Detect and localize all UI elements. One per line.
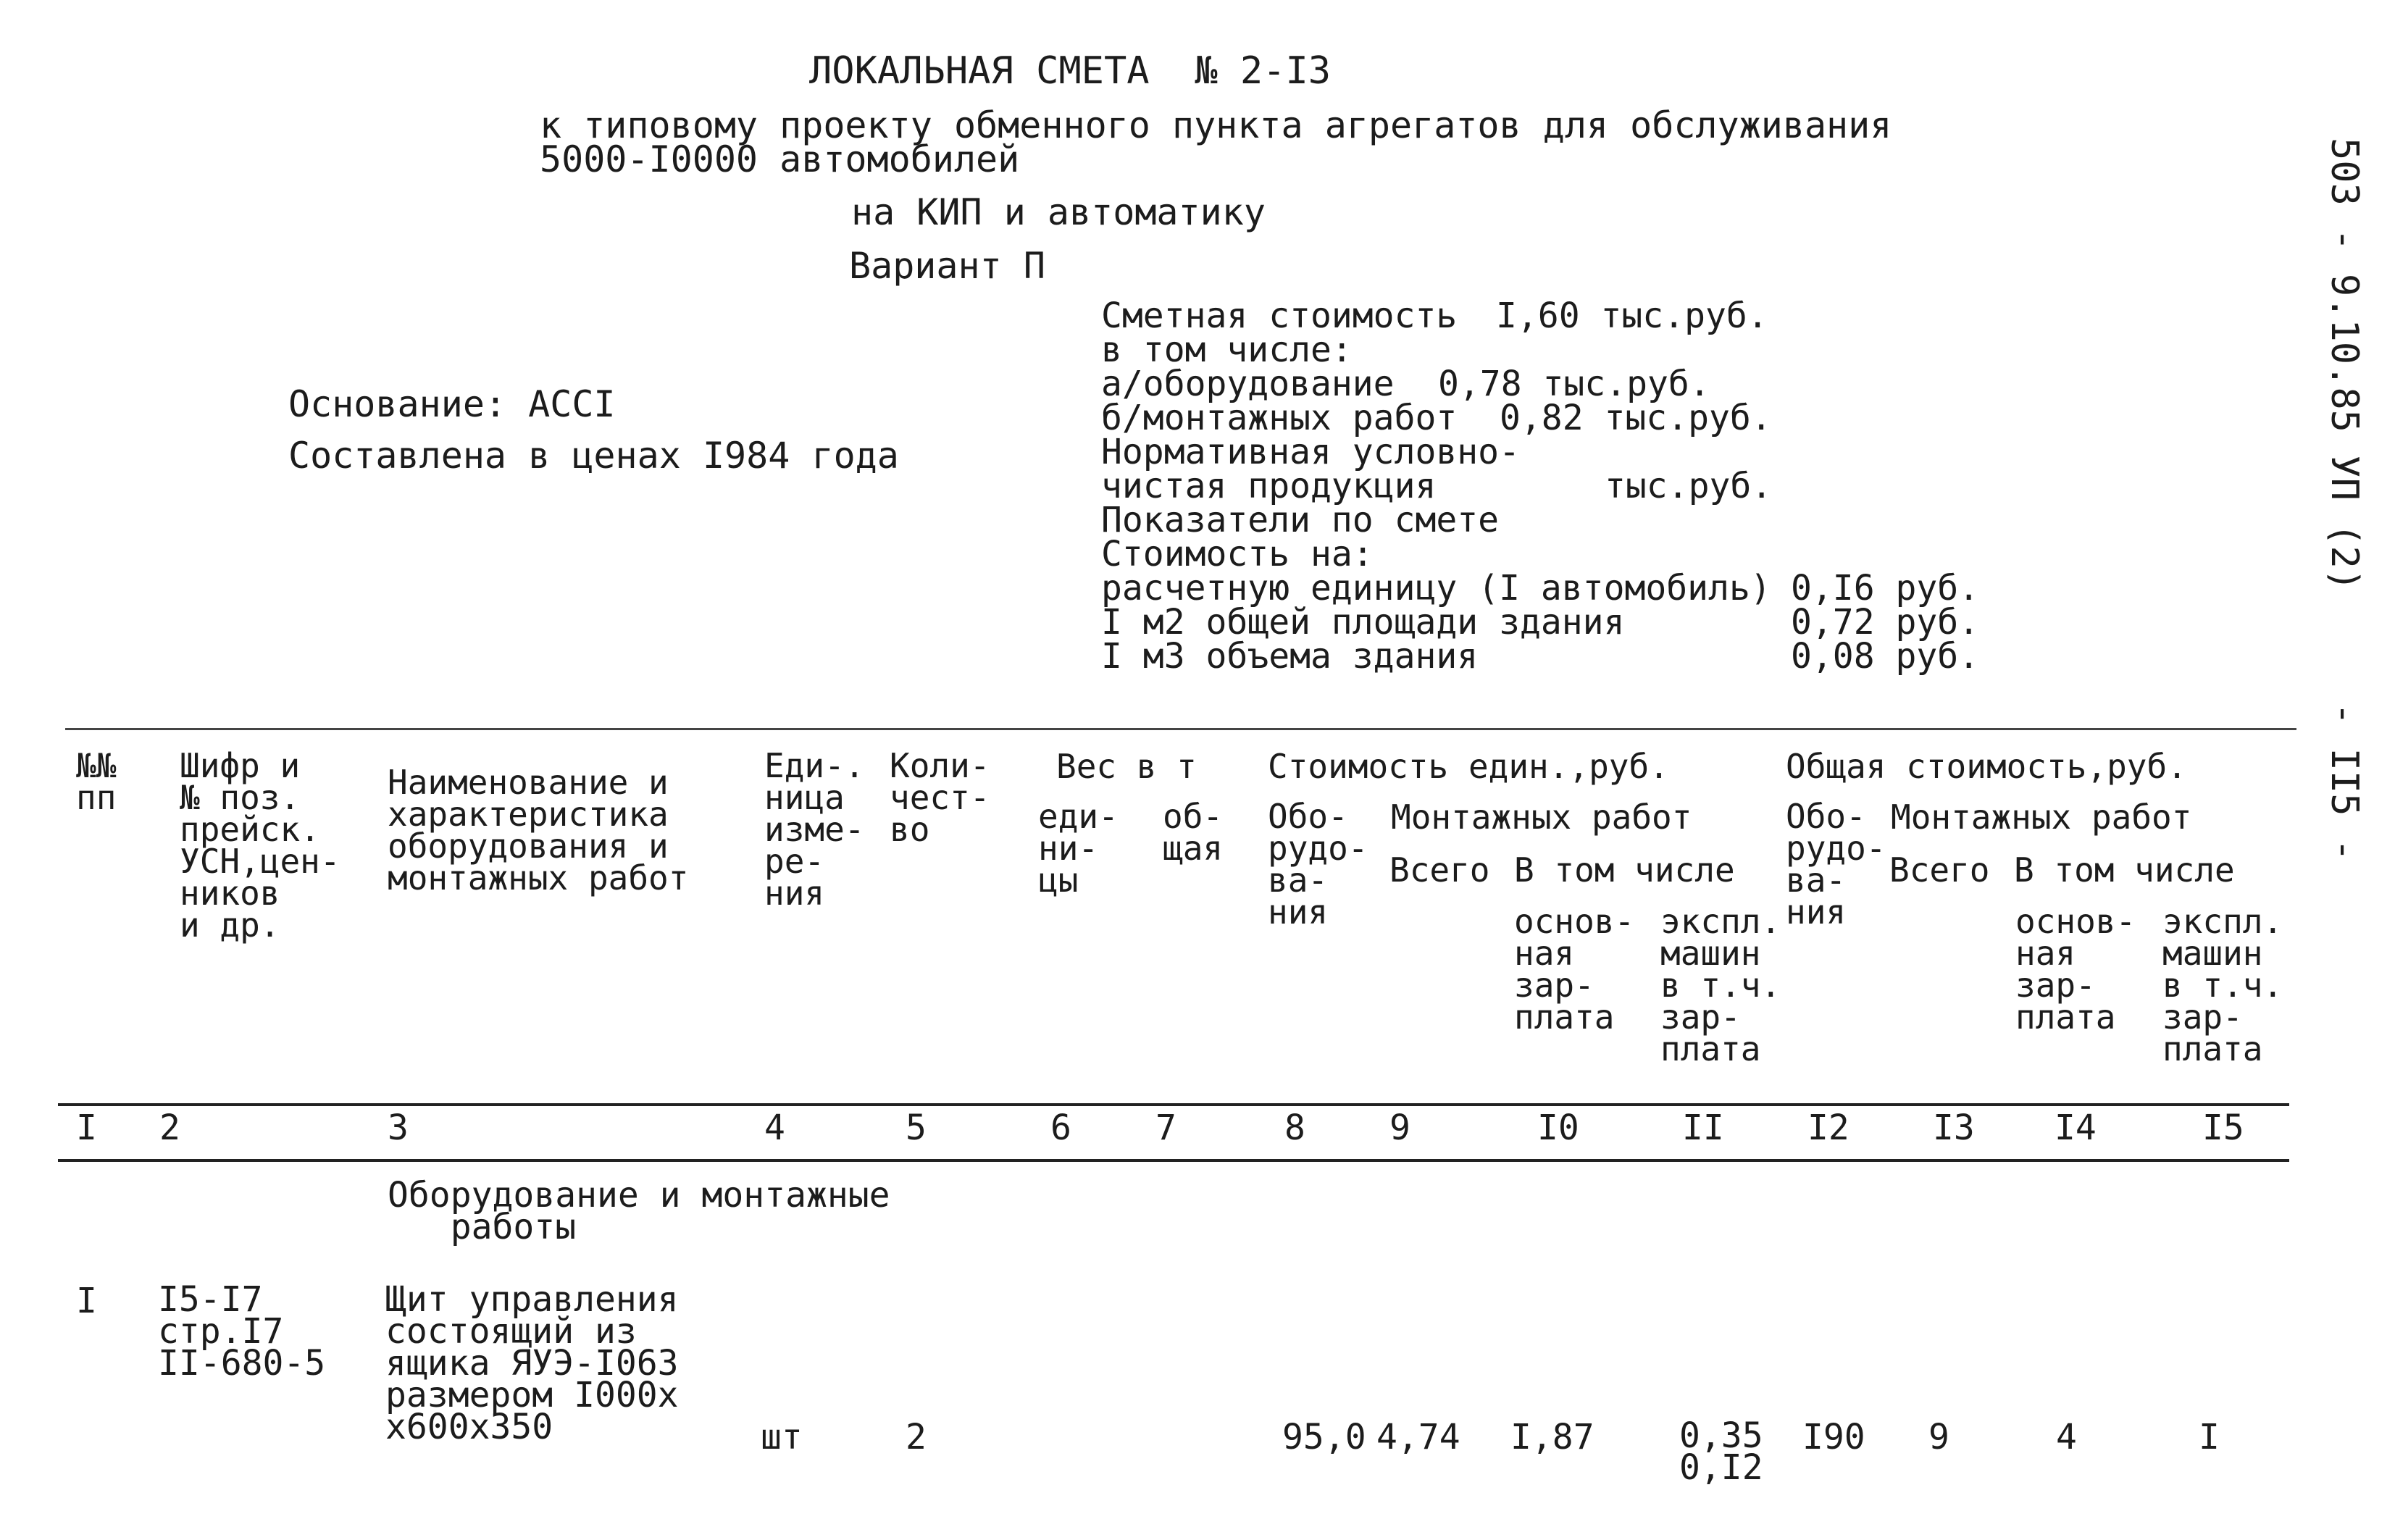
row-unit-base-salary: I,87 [1510, 1417, 1594, 1457]
row-total-machines: I [2199, 1417, 2220, 1457]
header-name: Наименование и характеристика оборудования и монтажных работ [388, 763, 689, 897]
header-weight-unit: еди- ни- цы [1038, 797, 1119, 900]
equipment-value: 0,78 тыс.руб. [1438, 364, 1710, 404]
header-unit-machines: экспл. машин в т.ч. зар- плата [1660, 902, 1781, 1068]
subtitle-line-1: к типовому проекту обменного пункта агрегатов для обслуживания [540, 104, 1892, 146]
per-unit-label: расчетную единицу (I автомобиль) [1101, 568, 1771, 608]
column-number: I5 [2202, 1108, 2244, 1148]
montage-label: б/монтажных работ [1101, 398, 1458, 438]
column-number: 6 [1050, 1108, 1071, 1148]
side-stamp-page: - II5 - [2323, 703, 2366, 862]
header-total-base-salary: основ- ная зар- плата [2015, 902, 2136, 1037]
column-number: 2 [159, 1108, 180, 1148]
column-number: I0 [1537, 1108, 1579, 1148]
row-unit-equipment: 95,0 [1282, 1417, 1366, 1457]
header-quantity: Коли- чест- во [890, 746, 990, 849]
column-number: II [1682, 1108, 1724, 1148]
table-top-rule [65, 728, 2296, 730]
column-number: I3 [1933, 1108, 1975, 1148]
subtitle-line-4: Вариант П [849, 245, 1045, 287]
per-m2-value: 0,72 руб. [1791, 602, 1980, 643]
row-unit: шт [761, 1417, 803, 1457]
row-unit-montage-total: 4,74 [1376, 1417, 1460, 1457]
header-bottom-rule [58, 1103, 2289, 1106]
per-m3-value: 0,08 руб. [1791, 636, 1980, 677]
header-unit-montage-group: Монтажных работ [1391, 798, 1692, 837]
column-number: 8 [1284, 1108, 1305, 1148]
column-number: 4 [764, 1108, 785, 1148]
npp-unit: тыс.руб. [1605, 466, 1773, 506]
per-m3-label: I м3 объема здания [1101, 636, 1479, 677]
indicators-label: Показатели по смете [1101, 500, 1500, 540]
equipment-label: а/оборудование [1101, 364, 1395, 404]
header-weight-group: Вес в т [1056, 747, 1197, 786]
header-total-montage-group: Монтажных работ [1891, 798, 2192, 837]
header-row-number: №№ пп [76, 746, 117, 817]
header-total-equipment: Обо- рудо- ва- ния [1786, 797, 1886, 932]
subtitle-line-2: 5000-I0000 автомобилей [540, 138, 1020, 180]
estimated-cost-label: Сметная стоимость [1101, 296, 1458, 336]
header-total-machines: экспл. машин в т.ч. зар- плата [2162, 902, 2283, 1068]
including-label: в том числе: [1101, 330, 1353, 370]
column-number: I4 [2055, 1108, 2097, 1148]
montage-value: 0,82 тыс.руб. [1500, 398, 1772, 438]
column-numbers-bottom-rule [58, 1159, 2289, 1162]
row-number: I [76, 1281, 97, 1321]
row-code: I5-I7 стр.I7 II-680-5 [158, 1279, 326, 1384]
column-number: 7 [1155, 1108, 1176, 1148]
header-weight-total: об- щая [1163, 797, 1224, 868]
row-total-montage: 9 [1928, 1417, 1949, 1457]
row-name: Щит управления состоящий из ящика ЯУЭ-I063 размером I000х х600х350 [385, 1279, 679, 1447]
header-unit: Еди-. ница изме- ре- ния [764, 746, 865, 913]
column-number: I [76, 1108, 97, 1148]
column-number: 3 [388, 1108, 409, 1148]
subtitle-line-3: на КИП и автоматику [851, 191, 1266, 233]
header-unit-incl: В том числе [1514, 850, 1735, 890]
header-total-montage-total: Всего [1889, 850, 1990, 890]
row-unit-machines: 0,35 0,I2 [1679, 1415, 1763, 1488]
document-title: ЛОКАЛЬНАЯ СМЕТА № 2-I3 [809, 49, 1332, 93]
per-unit-value: 0,I6 руб. [1791, 568, 1980, 608]
per-m2-label: I м2 общей площади здания [1101, 602, 1625, 643]
header-unit-montage-total: Всего [1389, 850, 1490, 890]
price-level-line: Составлена в ценах I984 года [288, 435, 899, 477]
column-number: 9 [1389, 1108, 1410, 1148]
basis-line: Основание: АССI [288, 383, 616, 425]
header-total-incl: В том числе [2014, 850, 2235, 890]
header-unit-base-salary: основ- ная зар- плата [1514, 902, 1635, 1037]
npp-label-2: чистая продукция [1101, 466, 1437, 506]
cost-on-label: Стоимость на: [1101, 534, 1374, 574]
row-total-equipment: I90 [1802, 1417, 1865, 1457]
row-total-base-salary: 4 [2056, 1417, 2077, 1457]
column-number: I2 [1807, 1108, 1849, 1148]
estimated-cost-value: I,60 тыс.руб. [1496, 296, 1768, 336]
section-title: Оборудование и монтажные работы [388, 1175, 890, 1247]
header-unit-cost-group: Стоимость един.,руб. [1268, 747, 1669, 786]
header-code: Шифр и № поз. прейск. УСН,цен- ников и др. [180, 746, 340, 945]
row-quantity: 2 [906, 1417, 927, 1457]
header-unit-equipment: Обо- рудо- ва- ния [1268, 797, 1368, 932]
side-stamp-code: 503 - 9.10.85 УП (2) [2323, 138, 2366, 592]
header-total-cost-group: Общая стоимость,руб. [1786, 747, 2187, 786]
npp-label-1: Нормативная условно- [1101, 432, 1520, 472]
column-number: 5 [906, 1108, 927, 1148]
